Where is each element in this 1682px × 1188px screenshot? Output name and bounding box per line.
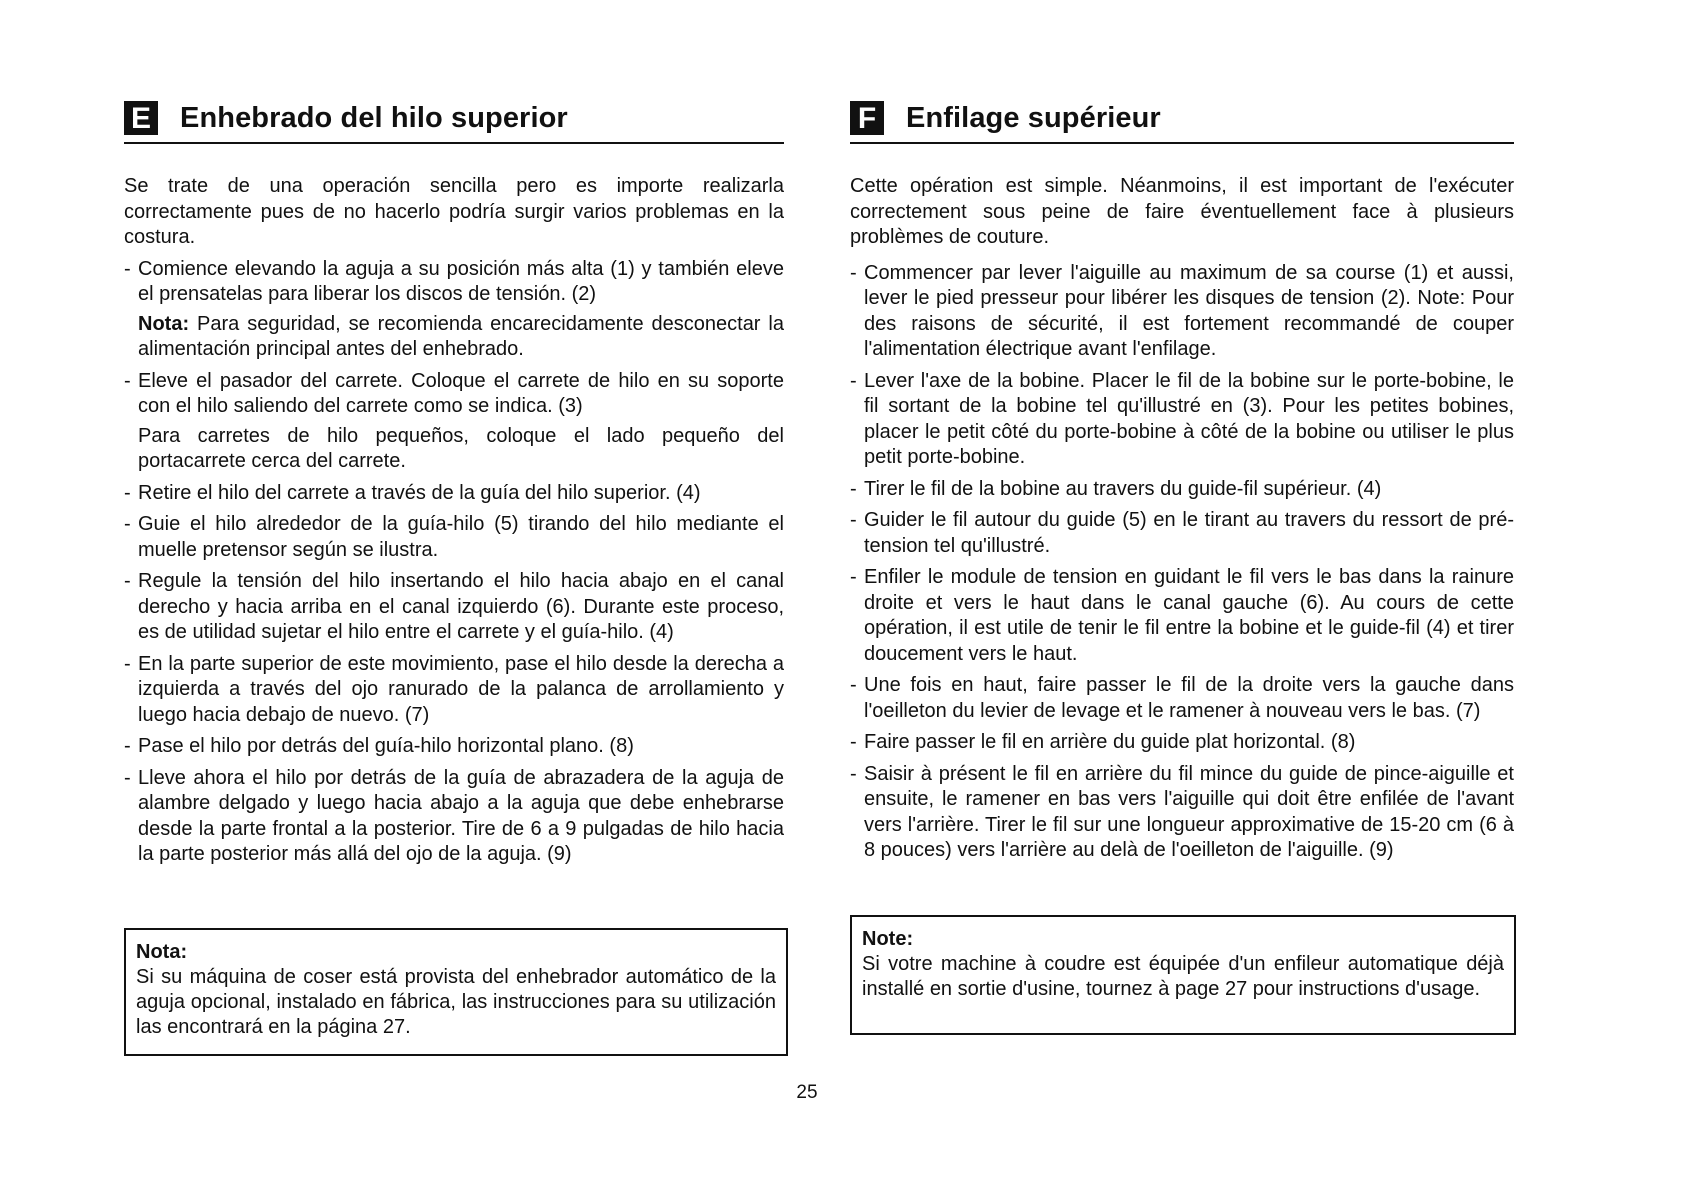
step-item: - Lleve ahora el hilo por detrás de la guía de abrazadera de la aguja de alambre delgado y luego hacia abajo a la aguja que debe enhebrarse desde la parte frontal a la posterior. Tire de 6 a 9 pulgadas de hilo hacia la parte posterior más allá del ojo de la aguja. (9)	[124, 766, 784, 868]
spanish-heading	[124, 98, 784, 144]
step-item: - Faire passer le fil en arrière du guide plat horizontal. (8)	[850, 730, 1514, 756]
spanish-note-box	[124, 928, 788, 1056]
steps-list	[124, 257, 784, 868]
step-text: Eleve el pasador del carrete. Coloque el carrete de hilo en su soporte con el hilo saliendo del carrete como se indica. (3)	[138, 369, 784, 417]
step-item: - Guider le fil autour du guide (5) en le tirant au travers du ressort de pré-tension tel qu'illustré.	[850, 508, 1514, 559]
note-text: Para seguridad, se recomienda encarecidamente desconectar la alimentación principal antes del enhebrado.	[138, 312, 784, 360]
note-box-text: Si votre machine à coudre est équipée d'un enfileur automatique déjà installé en sortie d'usine, tournez à page 27 pour instructions d'usage.	[862, 953, 1504, 1000]
step-subtext: Para carretes de hilo pequeños, coloque el lado pequeño del portacarrete cerca del carrete.	[138, 424, 784, 472]
step-item: - Guie el hilo alrededor de la guía-hilo (5) tirando del hilo mediante el muelle pretensor según se ilustra.	[124, 512, 784, 563]
french-note-box	[850, 915, 1516, 1035]
step-item: - Saisir à présent le fil en arrière du fil mince du guide de pince-aiguille et ensuite, le ramener en bas vers l'aiguille qui doit être enfilée de l'avant vers l'arrière. Tirer le fil sur une longueur approximative de 15-20 cm (6 à 8 pouces) vers l'arrière au delà de l'oeilleton de l'aiguille. (9)	[850, 762, 1514, 864]
safety-note	[138, 312, 784, 363]
step-item: - Enfiler le module de tension en guidant le fil vers le bas dans la rainure droite et vers le haut dans le canal gauche (6). Au cours de cette opération, il est utile de tenir le fil entre la bobine et le guide-fil (4) et tirer doucement vers le haut.	[850, 565, 1514, 667]
steps-list	[850, 261, 1514, 864]
step-text: Comience elevando la aguja a su posición más alta (1) y también eleve el prensatelas para liberar los discos de tensión. (2)	[138, 257, 784, 305]
french-heading	[850, 98, 1514, 144]
step-item	[124, 369, 784, 475]
step-item: - En la parte superior de este movimiento, pase el hilo desde la derecha a izquierda a través del ojo ranurado de la palanca de arrollamiento y luego hacia debajo de nuevo. (7)	[124, 652, 784, 729]
step-item: - Commencer par lever l'aiguille au maximum de sa course (1) et aussi, lever le pied presseur pour libérer les disques de tension (2). Note: Pour des raisons de sécurité, il est fortement recommandé de couper l'alimentation électrique avant l'enfilage.	[850, 261, 1514, 363]
french-section	[850, 98, 1514, 870]
intro-paragraph: Se trate de una operación sencilla pero es importe realizarla correctamente pues de no hacerlo podría surgir varios problemas en la costura.	[124, 175, 784, 248]
step-item	[124, 257, 784, 363]
step-item: - Lever l'axe de la bobine. Placer le fil de la bobine sur le porte-bobine, le fil sortant de la bobine tel qu'illustré en (3). Pour les petites bobines, placer le petit côté du porte-bobine à côté de la bobine ou utiliser le plus petit porte-bobine.	[850, 369, 1514, 471]
section-title: Enhebrado del hilo superior	[180, 101, 568, 134]
note-label: Nota:	[138, 312, 190, 335]
note-box-title: Note:	[862, 928, 914, 950]
step-item: - Retire el hilo del carrete a través de la guía del hilo superior. (4)	[124, 481, 784, 507]
section-letter-badge: E	[124, 101, 158, 135]
step-item: - Regule la tensión del hilo insertando el hilo hacia abajo en el canal derecho y hacia arriba en el canal izquierdo (6). Durante este proceso, es de utilidad sujetar el hilo entre el carrete y el guía-hilo. (4)	[124, 569, 784, 646]
step-item: - Pase el hilo por detrás del guía-hilo horizontal plano. (8)	[124, 734, 784, 760]
spanish-section	[124, 98, 784, 874]
section-letter-badge: F	[850, 101, 884, 135]
note-box-text: Si su máquina de coser está provista del enhebrador automático de la aguja opcional, instalado en fábrica, las instrucciones para su utilización las encontrará en la página 27.	[136, 966, 776, 1038]
note-box-title: Nota:	[136, 941, 188, 963]
step-item: - Tirer le fil de la bobine au travers du guide-fil supérieur. (4)	[850, 477, 1514, 503]
page-number: 25	[796, 1082, 818, 1103]
step-item: - Une fois en haut, faire passer le fil de la droite vers la gauche dans l'oeilleton du levier de levage et le ramener à nouveau vers le bas. (7)	[850, 673, 1514, 724]
section-title: Enfilage supérieur	[906, 101, 1161, 134]
intro-paragraph: Cette opération est simple. Néanmoins, il est important de l'exécuter correctement sous peine de faire éventuellement face à plusieurs problèmes de couture.	[850, 175, 1514, 248]
